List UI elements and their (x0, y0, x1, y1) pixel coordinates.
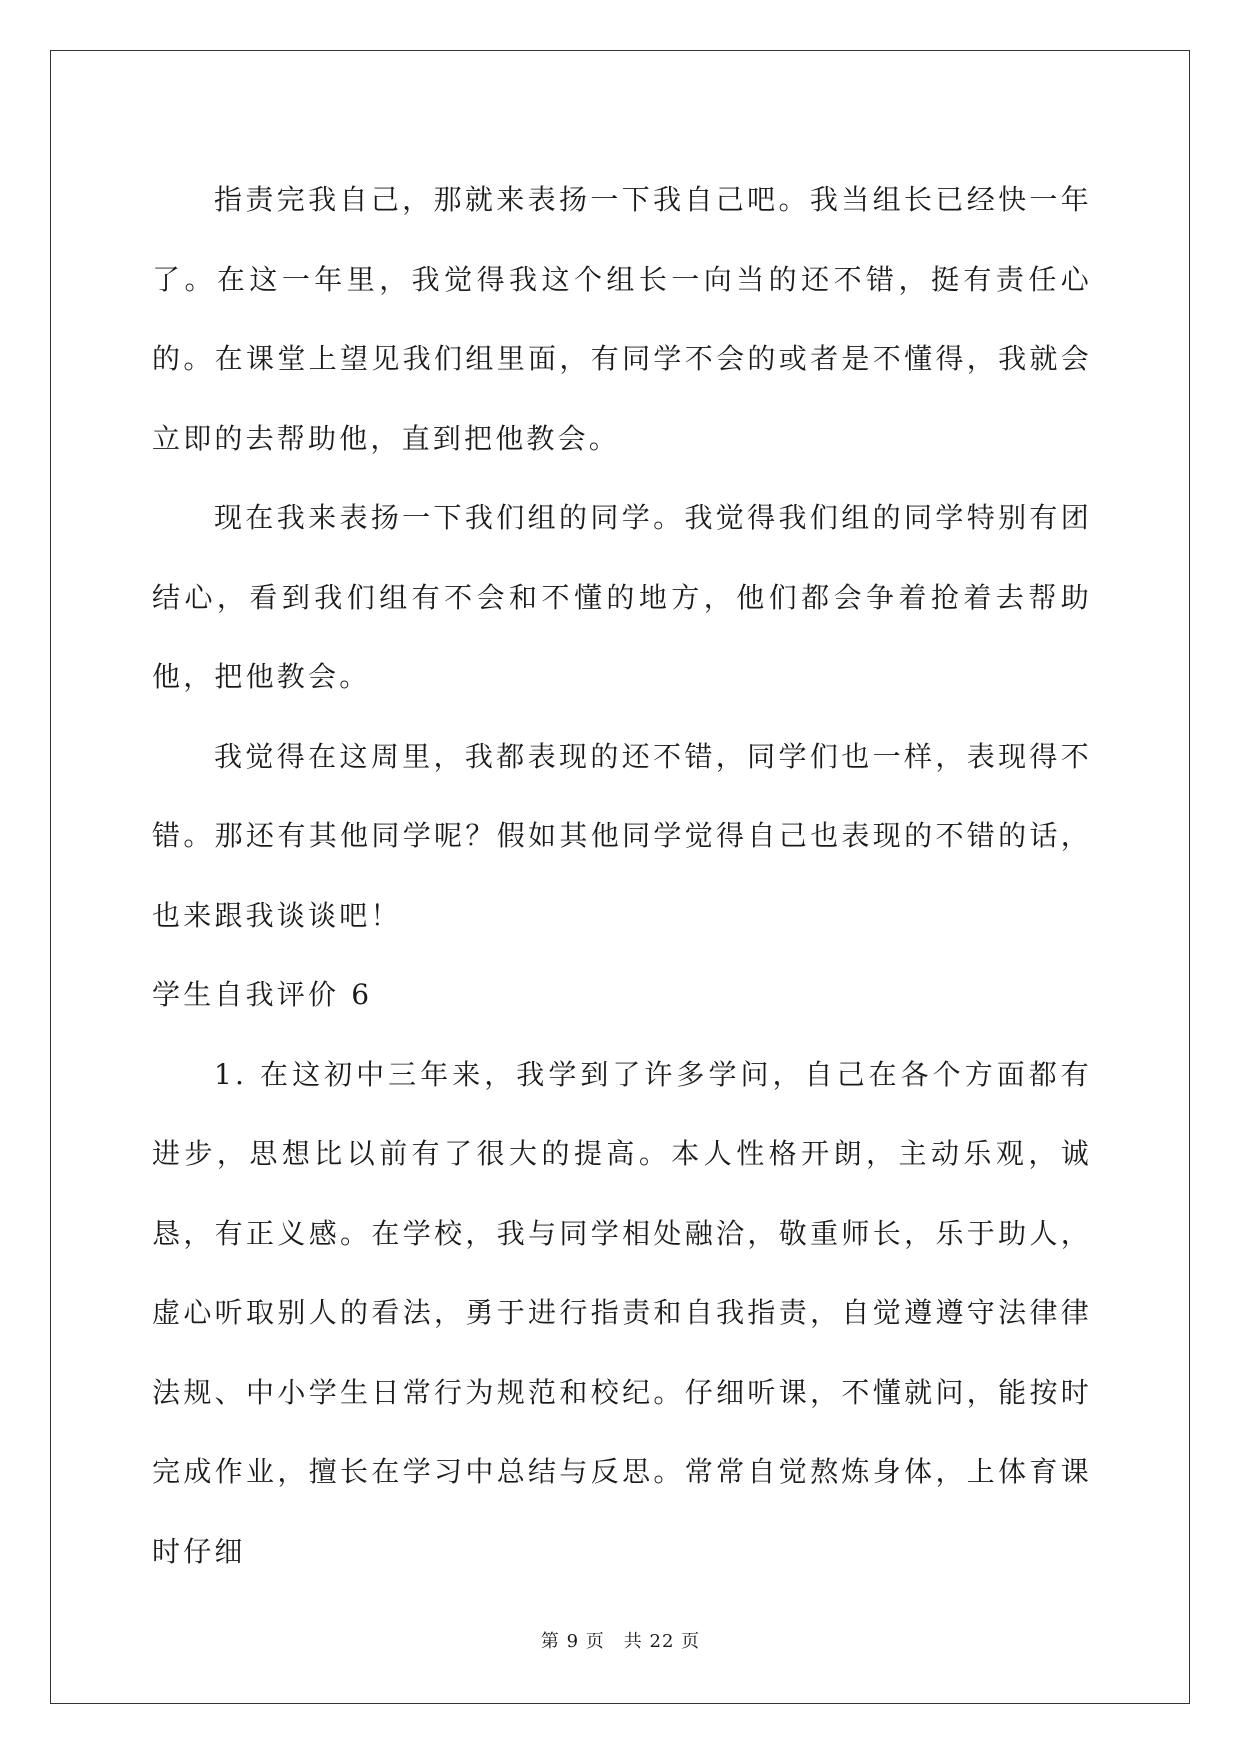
document-body (152, 160, 1092, 1591)
page-number-footer: 第 9 页 共 22 页 (540, 1631, 701, 1652)
paragraph-self-praise: 指责完我自己，那就来表扬一下我自己吧。我当组长已经快一年了。在这一年里，我觉得我这个组长一向当的还不错，挺有责任心的。在课堂上望见我们组里面，有同学不会的或者是不懂得，我就会立即的去帮助他，直到把他教会。 (152, 183, 1092, 455)
paragraph-evaluation-1: 1. 在这初中三年来，我学到了许多学问，自己在各个方面都有进步，思想比以前有了很大的提高。本人性格开朗，主动乐观，诚恳，有正义感。在学校，我与同学相处融洽，敬重师长，乐于助人，虚心听取别人的看法，勇于进行指责和自我指责，自觉遵遵守法律律法规、中小学生日常行为规范和校纪。仔细听课，不懂就问，能按时完成作业，擅长在学习中总结与反思。常常自觉熬炼身体，上体育课时仔细 (152, 1057, 1092, 1568)
paragraph-group-praise: 现在我来表扬一下我们组的同学。我觉得我们组的同学特别有团结心，看到我们组有不会和不懂的地方，他们都会争着抢着去帮助他，把他教会。 (152, 501, 1092, 693)
section-heading: 学生自我评价 6 (152, 978, 373, 1011)
paragraph-week-summary: 我觉得在这周里，我都表现的还不错，同学们也一样，表现得不错。那还有其他同学呢？假如其他同学觉得自己也表现的不错的话，也来跟我谈谈吧！ (152, 739, 1092, 932)
